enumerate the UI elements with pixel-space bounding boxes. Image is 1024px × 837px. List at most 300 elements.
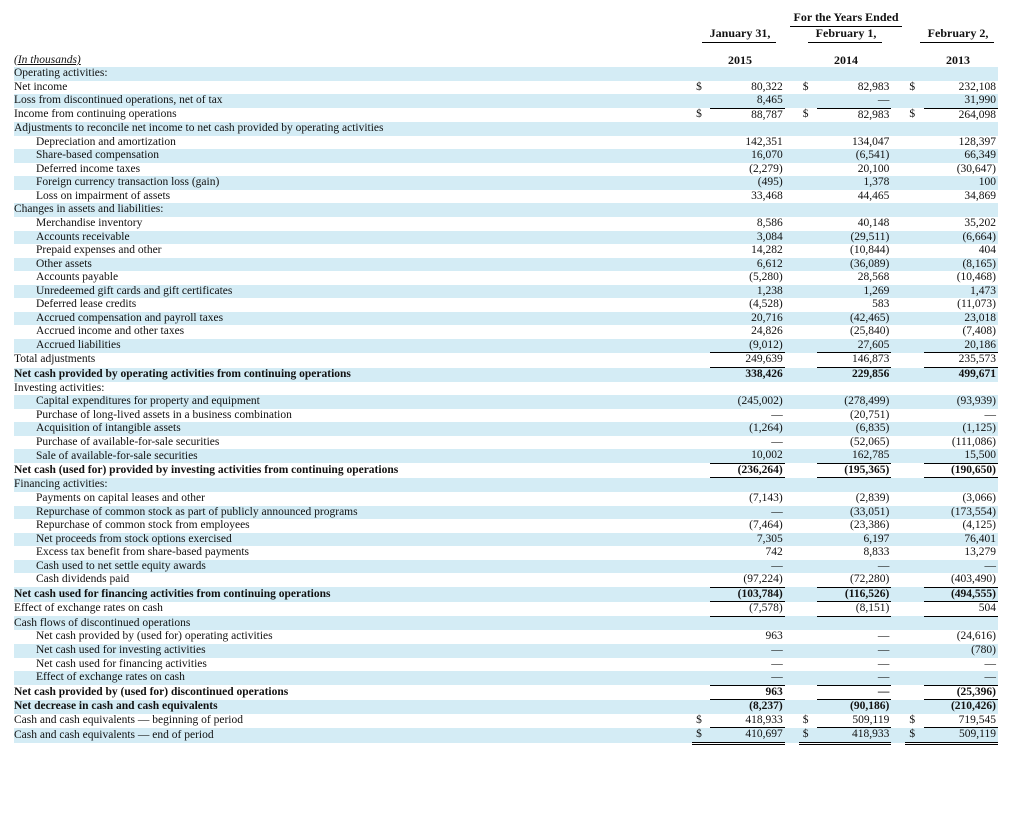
table-row (14, 298, 998, 312)
dollar-sign (905, 700, 923, 714)
table-row (14, 714, 998, 728)
value-cell: 20,100 (857, 162, 890, 175)
dollar-sign (905, 573, 923, 587)
dollar-sign (799, 506, 817, 520)
value-cell: — (877, 630, 890, 643)
table-row (14, 436, 998, 450)
value-cell: (25,840) (850, 325, 890, 338)
column-gap (891, 533, 905, 547)
row-label: Merchandise inventory (36, 217, 143, 230)
value-cell: (6,541) (817, 149, 891, 163)
value-cell: 509,119 (924, 728, 998, 744)
dollar-sign (692, 382, 710, 396)
dollar-sign (692, 298, 710, 312)
column-gap (891, 422, 905, 436)
column-gap (785, 436, 799, 450)
row-label: Loss on impairment of assets (36, 189, 171, 202)
dollar-sign (692, 395, 710, 409)
value-cell: 509,119 (817, 714, 891, 728)
column-gap (891, 312, 905, 326)
column-gap (891, 463, 905, 478)
value-cell: (3,066) (962, 491, 996, 504)
column-gap (785, 409, 799, 423)
column-gap (891, 339, 905, 353)
row-label: Loss from discontinued operations, net of tax (14, 94, 692, 108)
column-gap (891, 217, 905, 231)
value-cell (924, 478, 998, 492)
table-row (14, 533, 998, 547)
value-cell (924, 382, 998, 396)
value-cell: (11,073) (957, 298, 996, 311)
column-gap (785, 325, 799, 339)
column-gap (891, 546, 905, 560)
value-cell: 404 (978, 244, 996, 257)
dollar-sign: $ (696, 108, 702, 121)
dollar-sign (905, 298, 923, 312)
value-cell: (190,650) (924, 463, 998, 478)
column-gap (891, 258, 905, 272)
value-cell: 3,084 (710, 231, 784, 245)
value-cell: (1,264) (710, 422, 784, 436)
column-gap (785, 339, 799, 353)
dollar-sign (692, 271, 710, 285)
value-cell: 264,098 (958, 108, 996, 121)
dollar-sign (692, 176, 710, 190)
row-label: Adjustments to reconcile net income to net cash provided by operating activities (14, 122, 692, 136)
table-row (14, 658, 998, 672)
dollar-sign (905, 271, 923, 285)
column-gap (891, 353, 905, 368)
column-gap (891, 658, 905, 672)
row-label: Share-based compensation (14, 149, 692, 163)
dollar-sign (799, 560, 817, 574)
row-label: Operating activities: (14, 67, 692, 81)
value-cell: (97,224) (710, 573, 784, 587)
table-row (14, 463, 998, 478)
dollar-sign (692, 163, 710, 177)
dollar-sign (799, 203, 817, 217)
row-label: Effect of exchange rates on cash (14, 671, 692, 685)
dollar-sign (692, 285, 710, 299)
column-gap (785, 519, 799, 533)
dollar-sign (905, 231, 923, 245)
table-row (14, 81, 998, 95)
value-cell: (7,143) (749, 491, 783, 504)
period-year-2: 2014 (834, 53, 858, 67)
dollar-sign: $ (696, 713, 702, 726)
dollar-sign (905, 658, 923, 672)
table-row (14, 492, 998, 506)
column-gap (785, 176, 799, 190)
date-rule-1 (702, 42, 776, 43)
value-cell: (42,465) (817, 312, 891, 326)
dollar-sign (692, 560, 710, 574)
column-gap (891, 285, 905, 299)
table-row (14, 163, 998, 177)
table-row (14, 108, 998, 122)
column-gap (891, 94, 905, 108)
dollar-sign (692, 190, 710, 204)
period-date-3: February 2, (927, 26, 989, 40)
row-label: Deferred lease credits (36, 298, 137, 311)
dollar-sign (799, 163, 817, 177)
dollar-sign (905, 602, 923, 617)
units-label: (In thousands) (14, 54, 81, 66)
dollar-sign (905, 533, 923, 547)
column-gap (891, 136, 905, 150)
column-gap (891, 67, 905, 81)
table-row (14, 478, 998, 492)
value-cell (817, 616, 891, 630)
value-cell: — (817, 94, 891, 108)
dollar-sign (692, 573, 710, 587)
column-gap (785, 203, 799, 217)
value-cell: (93,939) (924, 395, 998, 409)
column-gap (785, 231, 799, 245)
dollar-sign (905, 94, 923, 108)
dollar-sign (692, 492, 710, 506)
value-cell: 100 (924, 176, 998, 190)
period-group-label: For the Years Ended (793, 10, 899, 24)
column-gap (785, 506, 799, 520)
column-gap (891, 519, 905, 533)
table-row (14, 231, 998, 245)
dollar-sign (692, 409, 710, 423)
row-label: Income from continuing operations (14, 108, 177, 121)
value-cell: 15,500 (924, 449, 998, 463)
row-label: Accounts payable (36, 271, 119, 284)
column-gap (891, 506, 905, 520)
dollar-sign (692, 658, 710, 672)
column-gap (891, 573, 905, 587)
column-gap (785, 382, 799, 396)
dollar-sign (692, 449, 710, 463)
dollar-sign (799, 587, 817, 602)
dollar-sign (799, 176, 817, 190)
row-label: Capital expenditures for property and equipment (14, 395, 692, 409)
value-cell (924, 122, 998, 136)
value-cell: — (771, 435, 783, 448)
dollar-sign (905, 149, 923, 163)
dollar-sign: $ (799, 728, 817, 744)
dollar-sign (799, 685, 817, 700)
dollar-sign (799, 449, 817, 463)
dollar-sign (905, 506, 923, 520)
row-label: Investing activities: (14, 381, 105, 394)
table-row (14, 382, 998, 396)
dollar-sign (905, 449, 923, 463)
dollar-sign (799, 325, 817, 339)
column-gap (785, 163, 799, 177)
table-row (14, 422, 998, 436)
column-gap (785, 353, 799, 368)
table-row (14, 136, 998, 150)
value-cell: (780) (924, 644, 998, 658)
dollar-sign (905, 217, 923, 231)
period-year-1: 2015 (728, 53, 752, 67)
table-row (14, 190, 998, 204)
row-label: Cash dividends paid (36, 573, 130, 586)
column-gap (785, 108, 799, 122)
dollar-sign (905, 685, 923, 700)
value-cell: 40,148 (857, 217, 890, 230)
dollar-sign (692, 325, 710, 339)
column-gap (785, 136, 799, 150)
value-cell: 1,238 (710, 285, 784, 299)
period-date-1: January 31, (709, 26, 771, 40)
value-cell: — (771, 408, 783, 421)
table-row (14, 519, 998, 533)
value-cell: (173,554) (924, 506, 998, 520)
table-row (14, 630, 998, 644)
dollar-sign (799, 217, 817, 231)
dollar-sign (692, 700, 710, 714)
value-cell: 1,269 (817, 285, 891, 299)
dollar-sign (692, 94, 710, 108)
value-cell: 33,468 (751, 189, 783, 202)
value-cell: 583 (872, 298, 890, 311)
column-gap (891, 395, 905, 409)
value-cell: (1,125) (924, 422, 998, 436)
row-label: Other assets (14, 258, 692, 272)
value-cell: 20,186 (924, 339, 998, 353)
value-cell: 134,047 (851, 135, 890, 148)
date-rule-3 (920, 42, 994, 43)
dollar-sign (905, 409, 923, 423)
value-cell: (7,464) (749, 519, 783, 532)
table-row (14, 122, 998, 136)
row-label: Depreciation and amortization (36, 135, 176, 148)
dollar-sign (692, 244, 710, 258)
column-gap (891, 602, 905, 617)
dollar-sign (905, 67, 923, 81)
dollar-sign (692, 122, 710, 136)
row-label: Purchase of available-for-sale securities (36, 435, 220, 448)
column-gap (891, 616, 905, 630)
dollar-sign (799, 395, 817, 409)
value-cell: (103,784) (710, 587, 784, 602)
value-cell (817, 67, 891, 81)
value-cell: (25,396) (924, 685, 998, 700)
value-cell: 162,785 (817, 449, 891, 463)
value-cell: (4,528) (749, 298, 783, 311)
column-gap (785, 149, 799, 163)
column-gap (785, 685, 799, 700)
value-cell: — (817, 685, 891, 700)
dollar-sign (905, 492, 923, 506)
column-gap (785, 546, 799, 560)
dollar-sign (905, 176, 923, 190)
value-cell: (33,051) (817, 506, 891, 520)
table-row (14, 339, 998, 353)
value-cell (710, 203, 784, 217)
column-gap (785, 573, 799, 587)
row-label: Repurchase of common stock as part of publicly announced programs (14, 506, 692, 520)
value-cell: (195,365) (817, 463, 891, 478)
row-label: Effect of exchange rates on cash (14, 602, 163, 615)
row-label: Payments on capital leases and other (36, 491, 205, 504)
column-gap (891, 587, 905, 602)
value-cell: 8,833 (863, 546, 890, 559)
column-gap (785, 492, 799, 506)
dollar-sign (692, 353, 710, 368)
table-row (14, 67, 998, 81)
column-gap (891, 368, 905, 382)
dollar-sign (905, 353, 923, 368)
dollar-sign (799, 285, 817, 299)
period-date-2: February 1, (815, 26, 877, 40)
value-cell: — (817, 560, 891, 574)
value-cell: 44,465 (857, 189, 890, 202)
dollar-sign (905, 478, 923, 492)
value-cell: (23,386) (850, 519, 890, 532)
dollar-sign (799, 149, 817, 163)
value-cell: (278,499) (817, 395, 891, 409)
dollar-sign (692, 533, 710, 547)
value-cell: 963 (710, 685, 784, 700)
column-gap (891, 630, 905, 644)
column-gap (785, 658, 799, 672)
value-cell: 128,397 (958, 135, 996, 148)
value-cell: (4,125) (962, 519, 996, 532)
column-gap (785, 285, 799, 299)
value-cell: (7,408) (962, 325, 996, 338)
dollar-sign (692, 258, 710, 272)
column-gap (785, 81, 799, 95)
value-cell (924, 616, 998, 630)
value-cell: 338,426 (710, 368, 784, 382)
dollar-sign (905, 644, 923, 658)
column-gap (785, 602, 799, 617)
table-row (14, 728, 998, 744)
value-cell: (245,002) (710, 395, 784, 409)
dollar-sign (905, 616, 923, 630)
dollar-sign (692, 478, 710, 492)
value-cell: (8,237) (710, 700, 784, 714)
row-label: Cash used to net settle equity awards (14, 560, 692, 574)
row-label: Net proceeds from stock options exercised (14, 533, 692, 547)
date-rule-2 (808, 42, 882, 43)
dollar-sign (905, 671, 923, 685)
dollar-sign (799, 409, 817, 423)
column-gap (785, 258, 799, 272)
value-cell: — (771, 657, 783, 670)
table-row (14, 94, 998, 108)
dollar-sign (692, 644, 710, 658)
dollar-sign (905, 560, 923, 574)
value-cell: 719,545 (924, 714, 998, 728)
value-cell: (7,578) (710, 602, 784, 617)
value-cell: 8,465 (710, 94, 784, 108)
dollar-sign (799, 94, 817, 108)
dollar-sign: $ (696, 80, 702, 93)
value-cell: 1,378 (817, 176, 891, 190)
dollar-sign (799, 298, 817, 312)
column-gap (785, 217, 799, 231)
column-gap (785, 533, 799, 547)
value-cell: 418,933 (710, 714, 784, 728)
value-cell: (2,279) (749, 162, 783, 175)
dollar-sign (799, 546, 817, 560)
dollar-sign (905, 136, 923, 150)
dollar-sign: $ (802, 108, 809, 121)
dollar-sign (799, 422, 817, 436)
row-label: Unredeemed gift cards and gift certificates (14, 285, 692, 299)
table-row (14, 285, 998, 299)
table-row (14, 587, 998, 602)
column-gap (891, 231, 905, 245)
value-cell: — (924, 671, 998, 685)
value-cell: 249,639 (710, 353, 784, 368)
column-gap (891, 409, 905, 423)
row-label: Foreign currency transaction loss (gain) (14, 176, 692, 190)
dollar-sign (905, 325, 923, 339)
value-cell: — (924, 560, 998, 574)
value-cell: (116,526) (817, 587, 891, 602)
value-cell: 418,933 (817, 728, 891, 744)
column-gap (785, 67, 799, 81)
dollar-sign (905, 368, 923, 382)
value-cell: (29,511) (817, 231, 891, 245)
column-gap (785, 728, 799, 744)
dollar-sign (905, 285, 923, 299)
dollar-sign (799, 602, 817, 617)
value-cell: 6,612 (710, 258, 784, 272)
dollar-sign (692, 463, 710, 478)
dollar-sign (799, 630, 817, 644)
value-cell: 10,002 (710, 449, 784, 463)
value-cell: 6,197 (817, 533, 891, 547)
value-cell: 35,202 (964, 217, 996, 230)
dollar-sign (799, 463, 817, 478)
value-cell: (111,086) (951, 435, 996, 448)
value-cell: 229,856 (817, 368, 891, 382)
row-label: Net cash used for financing activities from continuing operations (14, 587, 692, 602)
table-row (14, 685, 998, 700)
value-cell: (52,065) (850, 435, 890, 448)
row-label: Accounts receivable (14, 231, 692, 245)
value-cell: 28,568 (857, 271, 890, 284)
dollar-sign (799, 190, 817, 204)
value-cell: (72,280) (817, 573, 891, 587)
row-label: Net income (14, 80, 68, 93)
dollar-sign (905, 630, 923, 644)
column-gap (785, 312, 799, 326)
dollar-sign (905, 395, 923, 409)
dollar-sign (692, 616, 710, 630)
dollar-sign (799, 644, 817, 658)
value-cell: 76,401 (924, 533, 998, 547)
row-label: Net cash used for investing activities (14, 644, 692, 658)
dollar-sign (799, 573, 817, 587)
value-cell: — (710, 506, 784, 520)
value-cell: (9,012) (710, 339, 784, 353)
dollar-sign (799, 533, 817, 547)
dollar-sign (799, 658, 817, 672)
dollar-sign (799, 700, 817, 714)
column-gap (891, 492, 905, 506)
dollar-sign (692, 587, 710, 602)
dollar-sign: $ (909, 713, 916, 726)
row-label: Accrued compensation and payroll taxes (14, 312, 692, 326)
table-row (14, 700, 998, 714)
table-row (14, 149, 998, 163)
row-label: Deferred income taxes (36, 162, 141, 175)
row-label: Repurchase of common stock from employees (36, 519, 250, 532)
dollar-sign (905, 422, 923, 436)
table-row (14, 602, 998, 617)
column-gap (785, 644, 799, 658)
